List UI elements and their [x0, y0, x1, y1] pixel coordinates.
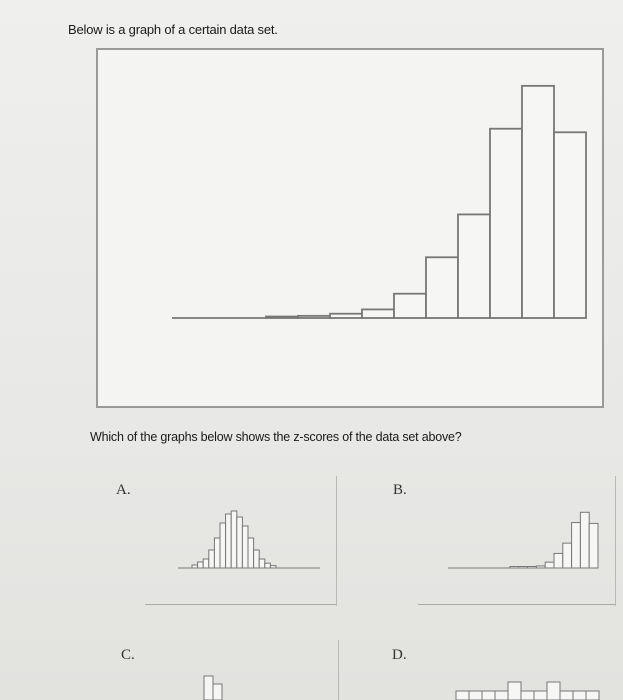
histogram-bar	[248, 538, 254, 568]
option-a-histogram[interactable]	[172, 498, 322, 576]
histogram-bar	[490, 129, 522, 318]
histogram-bar	[482, 691, 495, 700]
option-a-label[interactable]: A.	[116, 482, 131, 498]
question-text: Which of the graphs below shows the z-scores of the data set above?	[90, 430, 462, 444]
histogram-bar	[226, 514, 232, 568]
histogram-bar	[522, 86, 554, 318]
histogram-bar	[237, 517, 243, 568]
histogram-bar	[521, 691, 534, 700]
histogram-bar	[510, 567, 519, 569]
histogram-bar	[458, 214, 490, 318]
option-divider-lower	[338, 640, 339, 700]
data-set-graph	[96, 48, 604, 408]
histogram-bar	[213, 684, 222, 700]
histogram-bar	[536, 566, 545, 568]
histogram-bar	[198, 562, 204, 568]
histogram-bar	[456, 691, 469, 700]
histogram-bar	[519, 567, 528, 569]
histogram-bar	[203, 559, 209, 568]
histogram-bar	[580, 512, 589, 568]
histogram-bar	[266, 317, 298, 319]
option-divider	[336, 476, 337, 606]
histogram-bar	[330, 314, 362, 318]
histogram-bar	[534, 691, 547, 700]
option-a-baseline	[145, 604, 337, 605]
option-d-label[interactable]: D.	[392, 647, 407, 663]
option-c-label[interactable]: C.	[121, 647, 135, 663]
histogram-bar	[586, 691, 599, 700]
histogram-bar	[231, 511, 237, 568]
histogram-bar	[362, 309, 394, 318]
histogram-bar	[209, 550, 215, 568]
histogram-bar	[469, 691, 482, 700]
histogram-bar	[554, 132, 586, 318]
histogram-bar	[572, 523, 581, 568]
histogram-bar	[220, 523, 226, 568]
histogram-bar	[589, 523, 598, 568]
data-set-histogram	[98, 50, 602, 406]
histogram-bar	[573, 691, 586, 700]
option-c-histogram[interactable]	[200, 668, 240, 700]
histogram-bar	[192, 565, 198, 568]
histogram-bar	[560, 691, 573, 700]
prompt-text: Below is a graph of a certain data set.	[68, 22, 278, 37]
option-b-baseline	[418, 604, 616, 605]
option-b-histogram[interactable]	[448, 500, 603, 574]
histogram-bar	[495, 691, 508, 700]
histogram-bar	[426, 257, 458, 318]
histogram-bar	[242, 526, 248, 568]
option-d-histogram[interactable]	[452, 676, 602, 700]
histogram-bar	[528, 567, 537, 569]
histogram-bar	[394, 294, 426, 318]
histogram-bar	[265, 563, 271, 568]
histogram-bar	[298, 316, 330, 318]
histogram-bar	[270, 566, 276, 568]
histogram-bar	[508, 682, 521, 700]
option-b-edge	[615, 476, 616, 606]
histogram-bar	[254, 550, 260, 568]
histogram-bar	[204, 676, 213, 700]
histogram-bar	[259, 559, 265, 568]
histogram-bar	[545, 562, 554, 568]
histogram-bar	[563, 543, 572, 568]
option-b-label[interactable]: B.	[393, 482, 407, 498]
histogram-bar	[214, 538, 220, 568]
histogram-bar	[547, 682, 560, 700]
histogram-bar	[554, 553, 563, 568]
